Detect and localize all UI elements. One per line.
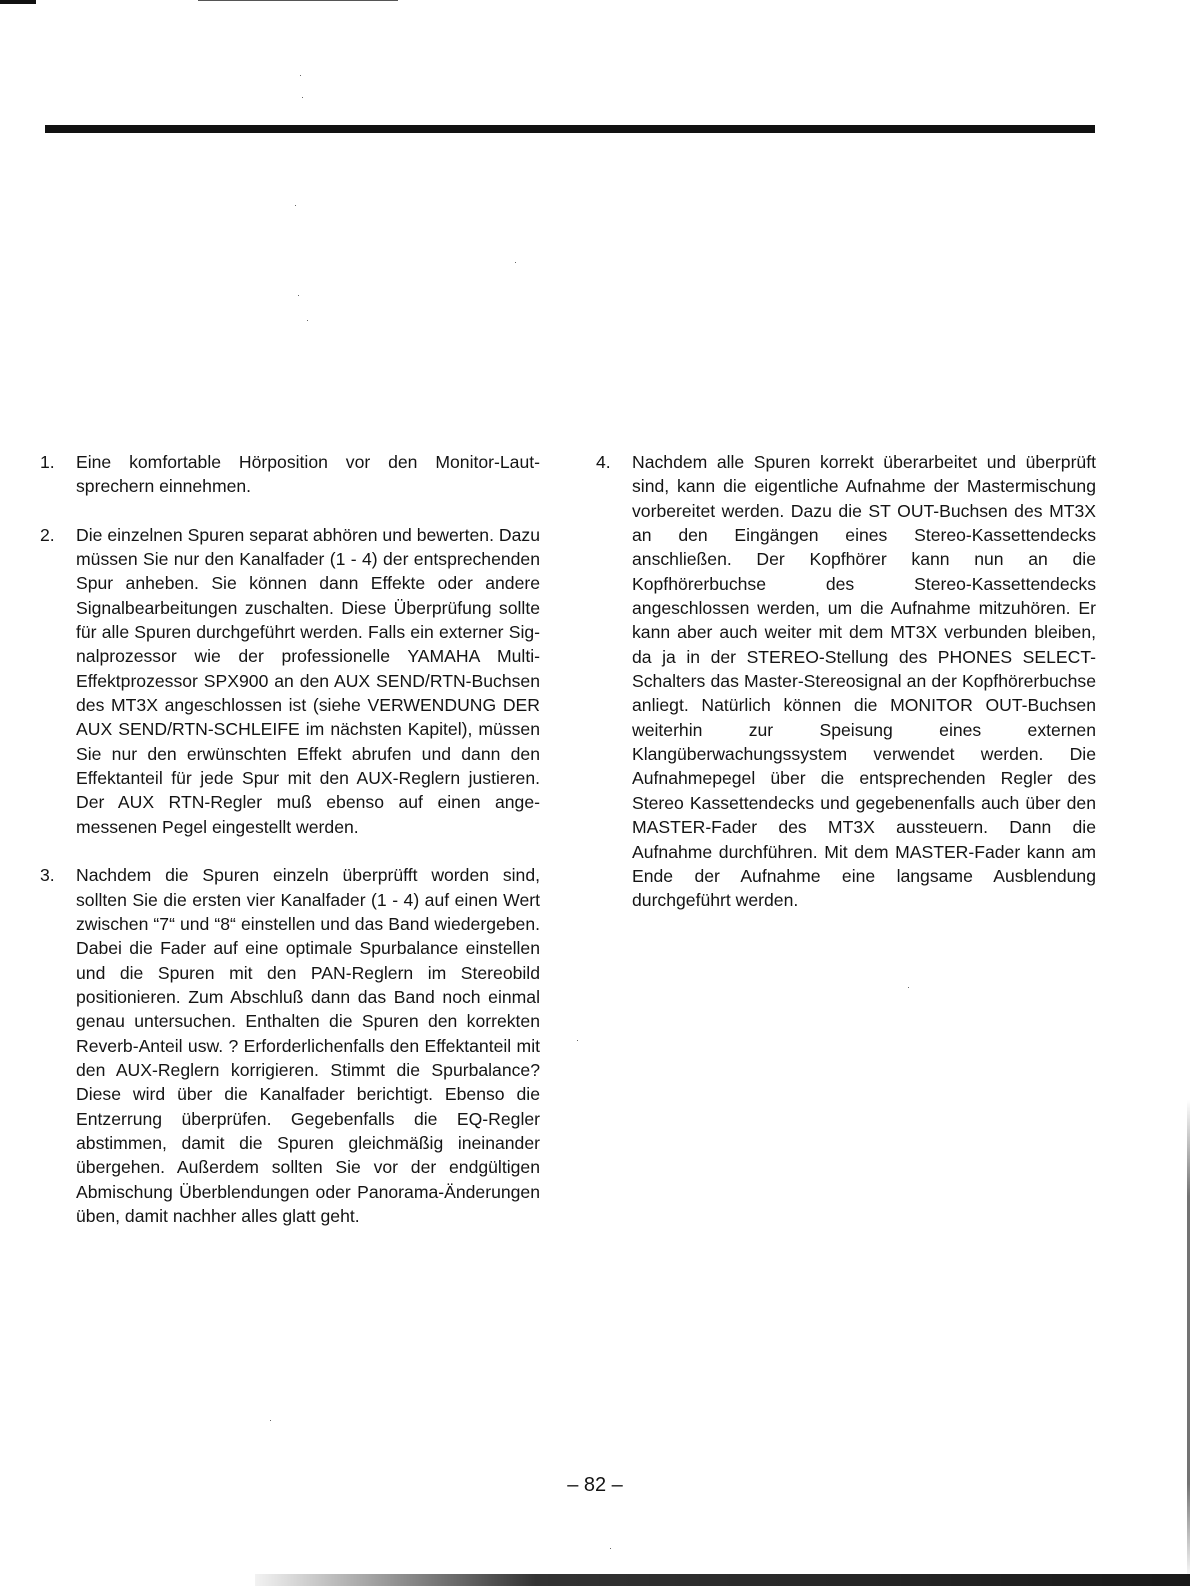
item-number: 3.	[40, 865, 55, 886]
scan-speck	[610, 1548, 611, 1549]
scan-speck	[295, 205, 296, 206]
scan-speck	[302, 97, 303, 98]
scan-line	[198, 0, 398, 1]
item-number: 4.	[596, 452, 611, 472]
scan-mark	[0, 0, 36, 4]
scan-edge-bottom	[255, 1574, 1190, 1586]
page-number: – 82 –	[567, 1474, 623, 1496]
item-text: Die einzelnen Spuren separat abhören und bewerten. Dazu müssen Sie nur den Kanalfader (1 - 4) der entsprechenden Spur anheben. Sie können dann Effekte oder andere Signalbearbeitungen zuschalten. Diese Überprüfung sollte für alle Spuren durchgeführt werden. Falls ein externer Signalprozessor wie der professionelle YAMAHA Multi-Effektprozessor SPX900 an den AUX SEND/RTN-Buchsen des MT3X angeschlossen ist (siehe VERWENDUNG DER AUX SEND/RTN-SCHLEIFE im nächsten Kapitel), müssen Sie nur den erwünschten Effekt abrufen und dann den Effektanteil für jede Spur mit den AUX-Reglern justieren. Der AUX RTN-Regler muß ebenso auf einen angemessenen Pegel eingestellt werden.	[76, 524, 540, 837]
item-text: Nachdem die Spuren einzeln überprüfft worden sind, sollten Sie die ersten vier Kanalfader (1 - 4) auf einen Wert zwischen “7“ und “8“ einstellen und das Band wiedergeben. Dabei die Fader auf eine optimale Spurbalance einstellen und die Spuren mit den PAN-Reglern im Stereobild positionieren. Zum Abschluß dann das Band noch einmal genau untersuchen. Enthalten die Spuren den korrekten Reverb-Anteil usw. ? Erforderlichenfalls den Effektanteil mit den AUX-Reglern korrigieren. Stimmt die Spurbalance? Diese wird über die Kanalfader berichtigt. Ebenso die Entzerrung überprüfen. Gegebenfalls die EQ-Regler abstimmen, damit die Spuren gleichmäßig ineinander übergehen. Außerdem sollten Sie vor der endgültigen Abmischung Überblendungen oder Panorama-Änderungen üben, damit nachher alles glatt geht.	[76, 865, 540, 1226]
left-column	[40, 450, 540, 1252]
item-number: 1.	[40, 452, 55, 472]
scan-speck	[515, 262, 516, 263]
scan-speck	[298, 295, 299, 296]
scan-speck	[300, 75, 301, 76]
list-item-4	[596, 450, 1096, 913]
list-item-1	[40, 450, 540, 499]
scan-speck	[908, 987, 909, 988]
header-rule	[45, 125, 1095, 133]
scan-speck	[307, 320, 308, 321]
list-item-3	[40, 863, 540, 1228]
item-text: Eine komfortable Hörposition vor den Monitor-Lautsprechern einnehmen.	[76, 452, 540, 497]
right-column	[596, 450, 1096, 937]
list-item-2	[40, 523, 540, 839]
scan-speck	[270, 1420, 271, 1421]
item-number: 2.	[40, 524, 55, 545]
item-text: Nachdem alle Spuren korrekt überarbeitet und überprüft sind, kann die eigentliche Aufnahme der Mastermischung vorbereitet werden. Dazu die ST OUT-Buchsen des MT3X an den Eingängen eines Stereo-Kassettendecks anschließen. Der Kopfhörer kann nun an die Kopfhörerbuchse des Stereo-Kassettendecks angeschlossen werden, um die Aufnahme mitzuhören. Er kann aber auch weiter mit dem MT3X verbunden bleiben, da ja in der STEREO-Stellung des PHONES SELECT-Schalters das Master-Stereosignal an der Kopfhörerbuchse anliegt. Natürlich können die MONITOR OUT-Buchsen weiterhin zur Speisung eines externen Klangüberwachungssystem verwendet werden. Die Aufnahmepegel über die entsprechenden Regler des Stereo Kassettendecks und gegebenenfalls auch über den MASTER-Fader des MT3X aussteuern. Dann die Aufnahme durchführen. Mit dem MASTER-Fader kann am Ende der Aufnahme eine langsame Ausblendung durchgeführt werden.	[632, 452, 1096, 911]
scan-speck	[577, 1040, 578, 1041]
